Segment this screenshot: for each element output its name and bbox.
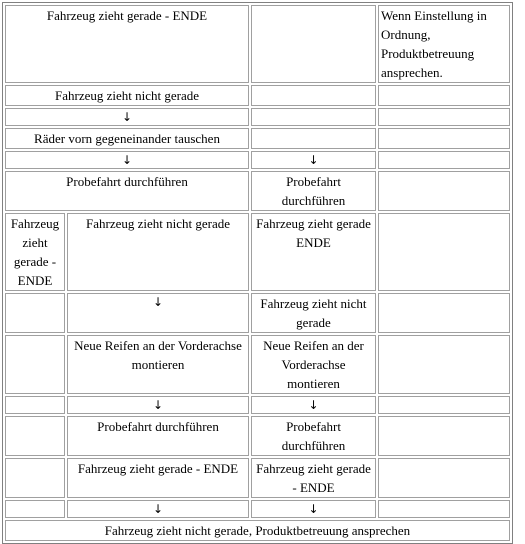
arrow-down-icon: ↓ [251, 500, 376, 518]
table-row [5, 213, 510, 291]
table-row [5, 293, 510, 333]
table-row [5, 5, 510, 83]
cell-straight-end: Fahrzeug zieht gerade - ENDE [251, 458, 376, 498]
cell-test-drive: Probefahrt durchführen [67, 416, 249, 456]
cell-test-drive: Probefahrt durchführen [251, 416, 376, 456]
cell-empty [378, 108, 510, 126]
cell-empty [5, 293, 65, 333]
cell-empty [5, 500, 65, 518]
cell-empty [251, 128, 376, 149]
arrow-down-icon: ↓ [251, 151, 376, 169]
cell-not-straight: Fahrzeug zieht nicht gerade [67, 213, 249, 291]
cell-empty [5, 335, 65, 394]
arrow-down-icon: ↓ [251, 396, 376, 414]
cell-straight-end: Fahrzeug zieht gerade - ENDE [67, 458, 249, 498]
cell-empty [378, 293, 510, 333]
cell-empty [251, 5, 376, 83]
cell-straight-end: Fahrzeug zieht gerade ENDE [251, 213, 376, 291]
table-row [5, 500, 510, 518]
arrow-down-icon: ↓ [5, 151, 249, 169]
arrow-down-icon: ↓ [5, 108, 249, 126]
table-row [5, 416, 510, 456]
cell-empty [5, 458, 65, 498]
cell-final-product-support: Fahrzeug zieht nicht gerade, Produktbetreuung ansprechen [5, 520, 510, 541]
cell-empty [251, 85, 376, 106]
table-row [5, 151, 510, 169]
diagnosis-flow-table [2, 2, 513, 544]
cell-empty [5, 396, 65, 414]
table-row [5, 108, 510, 126]
cell-empty [251, 108, 376, 126]
table-row [5, 85, 510, 106]
table-row [5, 458, 510, 498]
cell-empty [378, 85, 510, 106]
cell-not-straight: Fahrzeug zieht nicht gerade [5, 85, 249, 106]
table-row [5, 335, 510, 394]
cell-empty [378, 171, 510, 211]
cell-note-product-support: Wenn Einstellung in Ordnung, Produktbetreuung ansprechen. [378, 5, 510, 83]
arrow-down-icon: ↓ [67, 293, 249, 333]
cell-empty [378, 213, 510, 291]
cell-test-drive: Probefahrt durchführen [251, 171, 376, 211]
cell-empty [378, 151, 510, 169]
cell-straight-end: Fahrzeug zieht gerade - ENDE [5, 5, 249, 83]
arrow-down-icon: ↓ [67, 396, 249, 414]
cell-empty [378, 396, 510, 414]
cell-swap-front-wheels: Räder vorn gegeneinander tauschen [5, 128, 249, 149]
table-row [5, 171, 510, 211]
table-row [5, 396, 510, 414]
cell-empty [378, 458, 510, 498]
cell-not-straight: Fahrzeug zieht nicht gerade [251, 293, 376, 333]
cell-straight-end: Fahrzeug zieht gerade - ENDE [5, 213, 65, 291]
table-row [5, 128, 510, 149]
cell-mount-new-tires: Neue Reifen an der Vorderachse montieren [251, 335, 376, 394]
cell-empty [378, 335, 510, 394]
cell-empty [378, 128, 510, 149]
cell-mount-new-tires: Neue Reifen an der Vorderachse montieren [67, 335, 249, 394]
cell-test-drive: Probefahrt durchführen [5, 171, 249, 211]
cell-empty [378, 416, 510, 456]
arrow-down-icon: ↓ [67, 500, 249, 518]
cell-empty [378, 500, 510, 518]
table-row [5, 520, 510, 541]
cell-empty [5, 416, 65, 456]
